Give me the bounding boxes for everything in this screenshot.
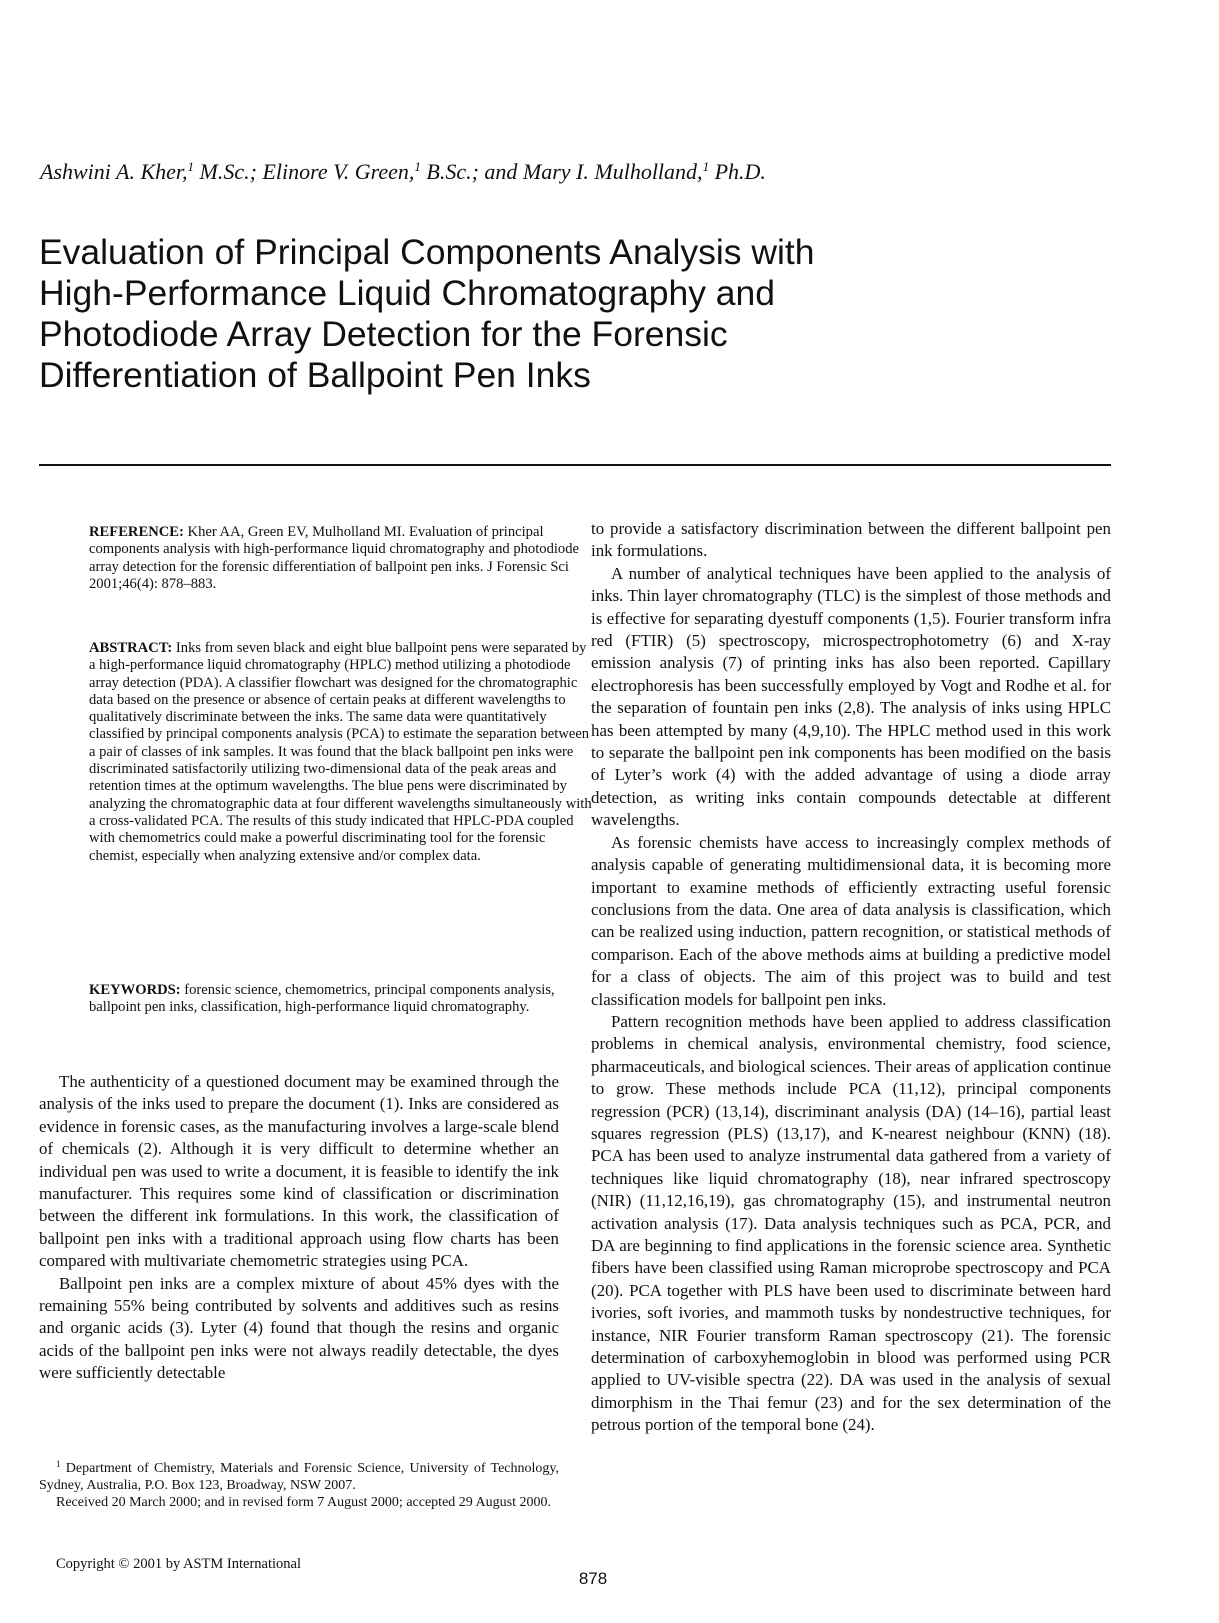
body-paragraph: Pattern recognition methods have been applied to address classification problems in chemical analysis, environmental chemistry, food science, pharmaceuticals, and biological sciences. Their areas of application continue to grow. These methods include PCA (11,12), principal components regression (PCR) (13,14), discriminant analysis (DA) (14–16), partial least squares regression (PLS) (13,17), and K-nearest neighbour (KNN) (18). PCA has been used to analyze instrumental data gathered from a variety of techniques like liquid chromatography (18), near infrared spectroscopy (NIR) (11,12,16,19), gas chromatography (15), and instrumental neutron activation analysis (17). Data analysis techniques such as PCA, PCR, and DA are beginning to find applications in the forensic science area. Synthetic fibers have been classified using Raman microprobe spectroscopy and PCA (20). PCA together with PLS have been used to discriminate between hard ivories, soft ivories, and mammoth tusks by nondestructive techniques, for instance, NIR Fourier transform Raman spectroscopy (21). The forensic determination of carboxyhemoglobin in blood was performed using PCR applied to UV-visible spectra (22). DA was used in the analysis of sexual dimorphism in the Thai femur (23) and for the sex determination of the petrous portion of the temporal bone (24). (591, 1011, 1111, 1435)
abstract-label: ABSTRACT: (89, 640, 173, 656)
author-degree: M.Sc.; (194, 159, 263, 184)
author-name: Elinore V. Green, (262, 159, 415, 184)
footnote-affiliation-text: Department of Chemistry, Materials and Forensic Science, University of Technology, Sydney, Australia, P.O. Box 123, Broadway, NSW 2007. (39, 1461, 559, 1493)
footnote-marker: 1 (56, 1459, 61, 1469)
paper-title (39, 232, 1139, 396)
reference-text: Kher AA, Green EV, Mulholland MI. Evaluation of principal components analysis with high-performance liquid chromatography and photodiode array detection for the forensic differentiation of ballpoint pen inks. J Forensic Sci 2001;46(4): 878–883. (89, 524, 579, 592)
body-paragraph: As forensic chemists have access to increasingly complex methods of analysis capable of generating multidimensional data, it is becoming more important to examine methods of efficiently extracting useful forensic conclusions from the data. One area of data analysis is classification, which can be realized using induction, pattern recognition, or statistical methods of comparison. Each of the above methods aims at building a predictive model for a class of objects. The aim of this project was to build and test classification models for ballpoint pen inks. (591, 832, 1111, 1009)
page-number: 878 (578, 1569, 608, 1588)
body-paragraph: to provide a satisfactory discrimination between the different ballpoint pen ink formulations. (591, 519, 1111, 561)
author-degree: B.Sc.; and (420, 159, 523, 184)
title-line: Evaluation of Principal Components Analysis with (39, 232, 815, 272)
footnote (39, 1460, 559, 1511)
reference-label: REFERENCE: (89, 524, 184, 540)
author-name: Mary I. Mulholland, (522, 159, 703, 184)
affiliation-marker: 1 (187, 159, 195, 174)
abstract-block (89, 640, 595, 865)
body-text-left (39, 1071, 559, 1385)
author-degree: Ph.D. (709, 159, 766, 184)
reference-block (89, 524, 595, 593)
footnote-affiliation (39, 1460, 559, 1494)
title-line: Differentiation of Ballpoint Pen Inks (39, 355, 591, 395)
body-paragraph: The authenticity of a questioned document may be examined through the analysis of the inks used to prepare the document (1). Inks are considered as evidence in forensic cases, as the manufacturing involves a large-scale blend of chemicals (2). Although it is very difficult to determine whether an individual pen was used to write a document, it is feasible to identify the ink manufacturer. This requires some kind of classification or discrimination between the different ink formulations. In this work, the classification of ballpoint pen inks with a traditional approach using flow charts has been compared with multivariate chemometric strategies using PCA. (39, 1072, 559, 1271)
keywords-text: forensic science, chemometrics, principal components analysis, ballpoint pen inks, classification, high-performance liquid chromatography. (89, 982, 555, 1016)
title-line: High-Performance Liquid Chromatography and (39, 273, 776, 313)
footnote-received: Received 20 March 2000; and in revised form 7 August 2000; accepted 29 August 2000. (56, 1495, 551, 1510)
affiliation-marker: 1 (414, 159, 421, 174)
keywords-block (89, 982, 595, 1017)
author-name: Ashwini A. Kher, (40, 159, 188, 184)
right-column (591, 518, 1111, 1437)
abstract-text: Inks from seven black and eight blue ballpoint pens were separated by a high-performance liquid chromatography (HPLC) method utilizing a photodiode array detection (PDA). A classifier flowchart was designed for the chromatographic data based on the presence or absence of certain peaks at different wavelengths to qualitatively discriminate between the inks. The same data were quantitatively classified by principal components analysis (PCA) to estimate the separation between a pair of classes of ink samples. It was found that the black ballpoint pen inks were discriminated satisfactorily utilizing two-dimensional data of the peak areas and retention times at the optimum wavelengths. The blue pens were discriminated by analyzing the chromatographic data at four different wavelengths simultaneously with a cross-validated PCA. The results of this study indicated that HPLC-PDA coupled with chemometrics could make a powerful discriminating tool for the forensic chemist, especially when analyzing extensive and/or complex data. (89, 640, 592, 864)
affiliation-marker: 1 (702, 159, 710, 174)
copyright-notice: Copyright © 2001 by ASTM International (56, 1556, 302, 1572)
title-line: Photodiode Array Detection for the Forensic (39, 314, 728, 354)
keywords-label: KEYWORDS: (89, 982, 181, 998)
body-paragraph: Ballpoint pen inks are a complex mixture of about 45% dyes with the remaining 55% being contributed by solvents and additives such as resins and organic acids (3). Lyter (4) found that though the resins and organic acids of the ballpoint pen inks were not always readily detectable, the dyes were sufficiently detectable (39, 1273, 559, 1383)
title-divider (39, 464, 1111, 466)
author-line (40, 158, 1180, 186)
body-paragraph: A number of analytical techniques have been applied to the analysis of inks. Thin layer chromatography (TLC) is the simplest of those methods and is effective for separating dyestuff components (1,5). Fourier transform infra red (FTIR) (5) spectroscopy, microspectrophotometry (6) and X-ray emission analysis (7) of printing inks has also been reported. Capillary electrophoresis has been successfully employed by Vogt and Rodhe et al. for the separation of fountain pen inks (2,8). The analysis of inks using HPLC has been attempted by many (4,9,10). The HPLC method used in this work to separate the ballpoint pen ink components has been modified on the basis of Lyter’s work (4) with the added advantage of using a diode array detection, as writing inks contain compounds detectable at different wavelengths. (591, 563, 1111, 830)
